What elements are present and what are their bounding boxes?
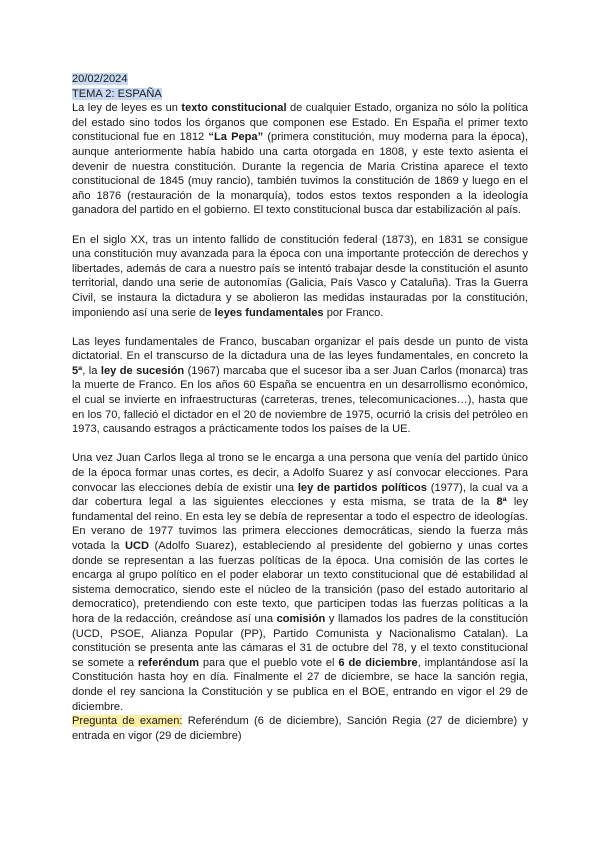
bold-term: comisión — [276, 612, 326, 625]
text-run: Una vez Juan Carlos llega al trono se le encarga a una persona que venía del partido único de la época formar unas cortes, es decir, a Adolfo Suarez y así convocar elecciones. Para convocar las elecciones debía de existir una — [72, 452, 528, 494]
bold-term: ley de partidos políticos — [297, 481, 427, 494]
exam-note-label: Pregunta de examen: — [72, 715, 183, 728]
exam-note — [72, 714, 528, 743]
text-run: y llamados los padres de la constitución (UCD, PSOE, Alianza Popular (PP), Partido Comunista y Nacionalismo Catalan). La constitución se presenta ante las cámaras el 31 de octubre del 78, y el texto constitucional se somete a — [72, 612, 528, 669]
text-run: , la — [82, 364, 101, 377]
bold-term: 8ª — [496, 496, 507, 509]
paragraph — [72, 451, 528, 714]
text-run: (1967) marcaba que el sucesor iba a ser Juan Carlos (monarca) tras la muerte de Franco. En los años 60 España se encuentra en un desarrollismo económico, el cual se invierte en infraestructuras (carreteras, trenes, telecomunicaciones…), hasta que en los 70, falleció el dictador en el 20 de noviembre de 1975, ocurrió la crisis del petróleo en 1973, causando estragos a prácticamente todos los países de la UE. — [72, 364, 529, 436]
bold-term: “La Pepa” — [208, 131, 264, 144]
paragraph — [72, 335, 528, 437]
paragraph — [72, 101, 528, 218]
bold-term: UCD — [124, 540, 150, 552]
topic-line — [72, 87, 528, 102]
date-text: 20/02/2024 — [72, 73, 128, 85]
text-run: En el siglo XX, tras un intento fallido de constitución federal (1873), en 1831 se consigue una constitución muy avanzada para la época con una importante protección de derechos y libertades, además de cara a nuestro país se intentó trabajar desde la constitución el asunto territorial, dando una serie de autonomías (Galicia, País Vasco y Cataluña). Tras la Guerra Civil, se instaura la dictadura y se abolieron las medidas instauradas por la constitución, imponiendo así una serie de — [72, 233, 528, 319]
text-run: , implantándose así la Constitución hasta hoy en día. Finalmente el 27 de diciembre, se hace la sanción regia, donde el rey sanciona la Constitución y se publica en el BOE, entrando en vigor el 29 de diciembre. — [72, 656, 529, 713]
bold-term: leyes fundamentales — [214, 306, 324, 319]
paragraph — [72, 233, 528, 321]
bold-term: ley de sucesión — [100, 364, 185, 377]
bold-term: 5ª — [72, 364, 83, 377]
text-run: (Adolfo Suarez), estableciendo al presidente del gobierno y unas cortes donde se representan a las fuerzas políticas de la época. Una comisión de las cortes le encarga al grupo político en el poder elaborar un texto constitucional que dé estabilidad al sistema democratico, siendo este el núcleo de la transición (paso del estado autoritario al democratico), pretendiendo con este texto, que participen todas las fuerzas políticas a la hora de la redacción, creándose así una — [72, 540, 528, 625]
exam-note-text: Referéndum (6 de diciembre), Sanción Regia (27 de diciembre) y entrada en vigor (29 de diciembre) — [72, 715, 528, 742]
bold-term: referéndum — [137, 656, 199, 669]
bold-term: 6 de diciembre — [338, 656, 418, 669]
text-run: Las leyes fundamentales de Franco, buscaban organizar el país desde un punto de vista dictatorial. En el transcurso de la dictadura una de las leyes fundamentales, en concreto la — [72, 335, 528, 363]
text-run: por Franco. — [323, 306, 384, 319]
text-run: ley fundamental del reino. En esta ley se debía de representar a todo el espectro de ideologías. En verano de 1977 tuvimos las primera elecciones democráticas, siendo la fuerza más votada la — [72, 496, 528, 552]
text-run: de cualquier Estado, organiza no sólo la política del estado sino todos los órganos que componen ese Estado. En España el primer texto constitucional fue en 1812 — [72, 102, 528, 144]
text-run: (primera constitución, muy moderna para la época), aunque anteriormente había habido una carta otorgada en 1808, y este texto asienta el devenir de nuestra constitución. Durante la regencia de Maria Cristina aparece el texto constitucional de 1845 (muy rancio), también tuvimos la constitución de 1869 y luego en el año 1876 (restauración de la monarquía), todos estos textos responden a la ideología ganadora del partido en el gobierno. El texto constitucional busca dar estabilización al país. — [72, 131, 528, 217]
text-run: (1977), la cual va a dar cobertura legal a las siguientes elecciones y esta misma, se trata de la — [72, 481, 528, 509]
topic-title: TEMA 2: ESPAÑA — [72, 87, 162, 100]
document-page — [72, 72, 528, 743]
date-line — [72, 72, 528, 87]
bold-term: texto constitucional — [181, 102, 287, 115]
text-run: para que el pueblo vote el — [198, 656, 339, 669]
text-run: La ley de leyes es un — [72, 102, 182, 115]
